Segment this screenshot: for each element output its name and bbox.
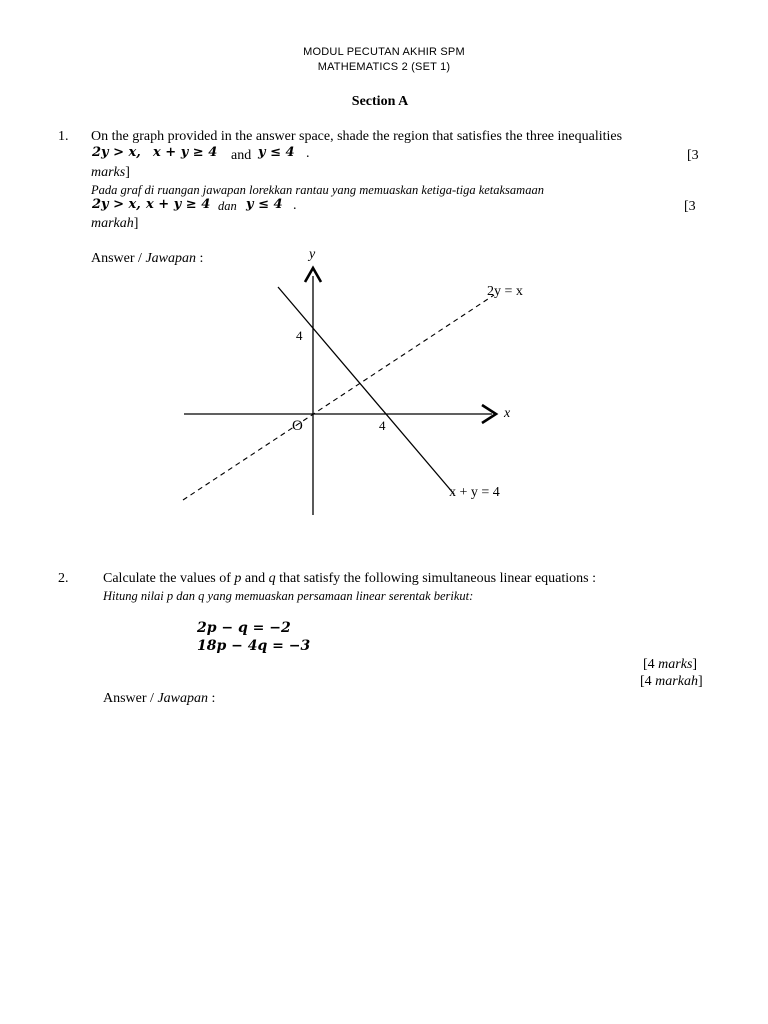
q1-markah-bracket: [3 <box>684 199 696 214</box>
question-2-text-malay: Hitung nilai p dan q yang memuaskan persamaan linear serentak berikut: <box>103 589 474 603</box>
answer-label-ms: Jawapan <box>145 251 196 266</box>
y-tick-label-4: 4 <box>296 328 303 343</box>
section-title: Section A <box>351 94 409 109</box>
q2-text-post: that satisfy the following simultaneous linear equations : <box>275 571 597 586</box>
question-2-text <box>103 571 596 587</box>
equation-1: 2p − q = −2 <box>197 620 291 636</box>
question-number-2: 2. <box>58 571 69 586</box>
q1-marks-word: marks <box>91 165 126 180</box>
x-tick-label-4: 4 <box>379 418 386 433</box>
origin-label: O <box>292 418 303 434</box>
q2-marks-en <box>643 657 697 673</box>
solid-line-label: x + y = 4 <box>449 485 500 500</box>
q2-marks-ms <box>640 674 703 690</box>
q1-ms-inequality-3: y ≤ 4 <box>246 197 283 212</box>
dashed-line-label: 2y = x <box>487 284 523 299</box>
q1-inequality-3: y ≤ 4 <box>258 145 295 160</box>
q1-marks-bracket: [3 <box>687 148 699 163</box>
q2-answer-label-ms: Jawapan <box>157 691 208 706</box>
y-axis-label: y <box>309 247 316 262</box>
q2-text-pre: Calculate the values of <box>103 571 235 586</box>
q2-marks-word: marks <box>658 657 693 672</box>
q2-marks-close: ] <box>692 657 698 672</box>
question-number-1: 1. <box>58 129 69 144</box>
q1-markah-close: ] <box>133 216 139 231</box>
q2-marks-open: [4 <box>643 657 659 672</box>
q1-inequality-2: x + y ≥ 4 <box>153 145 218 160</box>
q1-ms-dan: dan <box>218 199 237 213</box>
q1-inequality-1: 2y > x, <box>92 145 141 160</box>
paper-title: MATHEMATICS 2 (SET 1) <box>317 61 451 73</box>
q1-marks-close: ] <box>125 165 130 180</box>
module-title: MODUL PECUTAN AKHIR SPM <box>303 46 465 58</box>
solid-line-x-plus-y-equals-4 <box>278 287 454 494</box>
q2-markah-open: [4 <box>640 674 656 689</box>
q1-ms-inequality-2: x + y ≥ 4 <box>146 197 211 212</box>
q2-text-and: and <box>241 571 269 586</box>
q2-answer-label-colon: : <box>208 691 216 706</box>
q1-dot: . <box>306 146 310 161</box>
question-1-text-malay: Pada graf di ruangan jawapan lorekkan rantau yang memuaskan ketiga-tiga ketaksamaan <box>91 183 544 197</box>
answer-label-en: Answer / <box>91 251 146 266</box>
q2-var-p: p <box>234 571 242 586</box>
q2-answer-label-en: Answer / <box>103 691 158 706</box>
equation-2: 18p − 4q = −3 <box>197 638 311 654</box>
q2-markah-word: markah <box>655 674 698 689</box>
q2-markah-close: ] <box>697 674 703 689</box>
q1-ms-dot: . <box>293 198 297 213</box>
x-axis-label: x <box>504 406 511 421</box>
q2-answer-label <box>103 691 215 707</box>
dashed-line-2y-equals-x <box>183 295 494 500</box>
answer-label-colon: : <box>196 251 204 266</box>
q1-markah-word: markah <box>91 216 134 231</box>
q2-var-q: q <box>268 571 276 586</box>
q1-and: and <box>231 148 252 163</box>
q1-ms-inequality-1: 2y > x, <box>92 197 141 212</box>
question-1-text: On the graph provided in the answer space, shade the region that satisfies the three inequalities <box>91 129 623 144</box>
